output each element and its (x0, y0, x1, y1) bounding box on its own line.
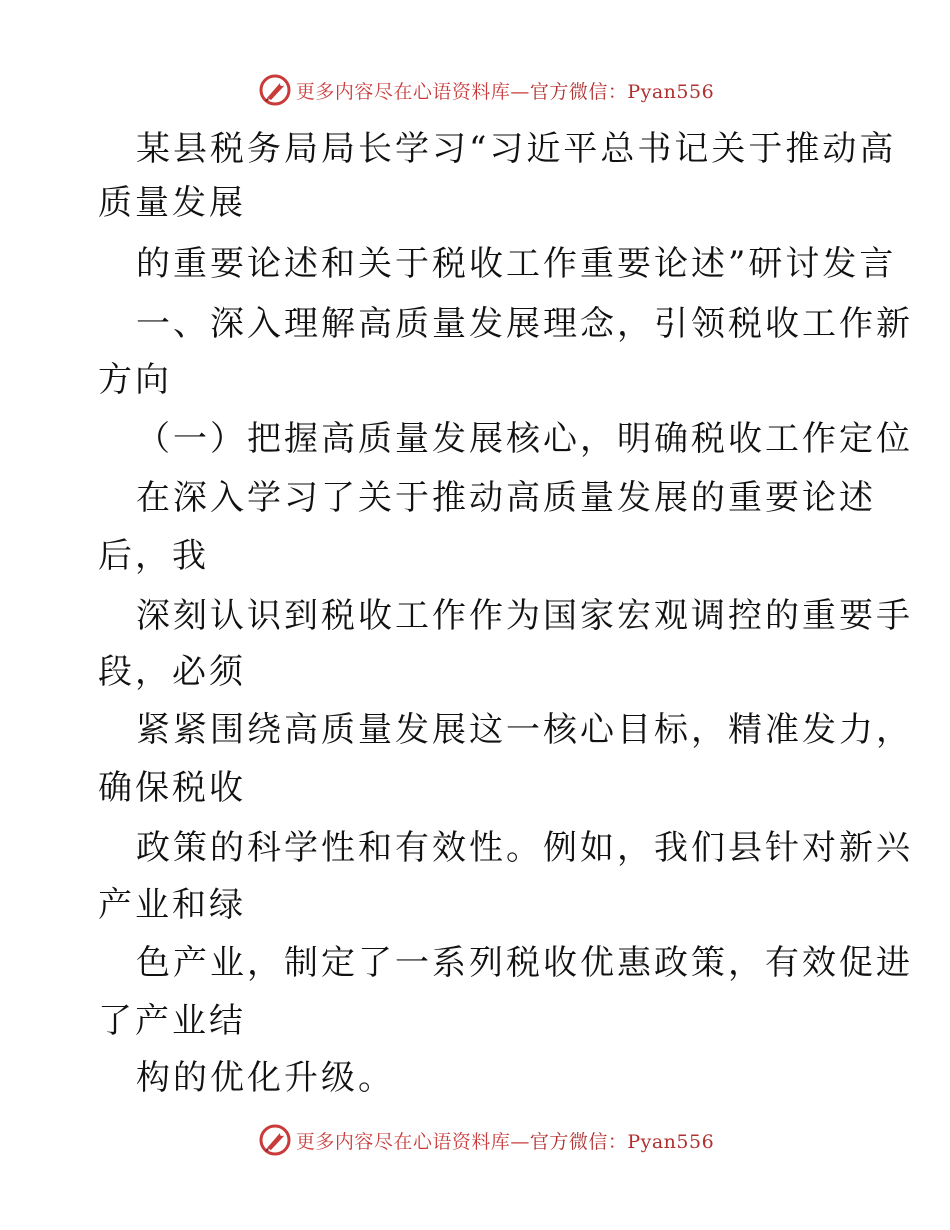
paragraph-line-11: 构的优化升级。 (136, 1058, 395, 1098)
header-banner-inner (258, 73, 714, 107)
paragraph-line-4: 段，必须 (98, 652, 246, 692)
paragraph-line-9: 色产业，制定了一系列税收优惠政策，有效促进 (136, 943, 913, 983)
header-banner-contact: 官方微信：Pyan556 (529, 80, 715, 103)
section-heading-line-1: 一、深入理解高质量发展理念，引领税收工作新 (136, 304, 913, 344)
footer-banner-inner (258, 1123, 714, 1157)
paragraph-line-8: 产业和绿 (98, 885, 246, 925)
footer-watermark-banner (0, 1122, 950, 1158)
footer-banner-title: 更多内容尽在心语资料库 (295, 1130, 511, 1153)
paragraph-line-6: 确保税收 (98, 768, 246, 808)
header-banner-separator: — (510, 80, 530, 103)
header-banner-text (296, 77, 714, 104)
title-line-3: 的重要论述和关于税收工作重要论述”研讨发言 (136, 244, 897, 284)
subsection-heading: （一）把握高质量发展核心，明确税收工作定位 (136, 419, 913, 459)
footer-banner-separator: — (510, 1130, 530, 1153)
title-line-1: 某县税务局局长学习“习近平总书记关于推动高 (136, 129, 897, 169)
header-watermark-banner (0, 72, 950, 108)
pen-logo-icon (258, 1123, 292, 1157)
section-heading-line-2: 方向 (98, 360, 172, 400)
pen-logo-icon (258, 73, 292, 107)
paragraph-line-2: 后，我 (98, 536, 209, 576)
paragraph-line-7: 政策的科学性和有效性。例如，我们县针对新兴 (136, 828, 913, 868)
title-line-2: 质量发展 (98, 183, 246, 223)
footer-banner-contact: 官方微信：Pyan556 (529, 1130, 715, 1153)
paragraph-line-10: 了产业结 (98, 1001, 246, 1041)
paragraph-line-1: 在深入学习了关于推动高质量发展的重要论述 (136, 478, 876, 518)
paragraph-line-3: 深刻认识到税收工作作为国家宏观调控的重要手 (136, 596, 913, 636)
footer-banner-text (296, 1127, 714, 1154)
header-banner-title: 更多内容尽在心语资料库 (295, 80, 511, 103)
paragraph-line-5: 紧紧围绕高质量发展这一核心目标，精准发力， (136, 710, 913, 750)
